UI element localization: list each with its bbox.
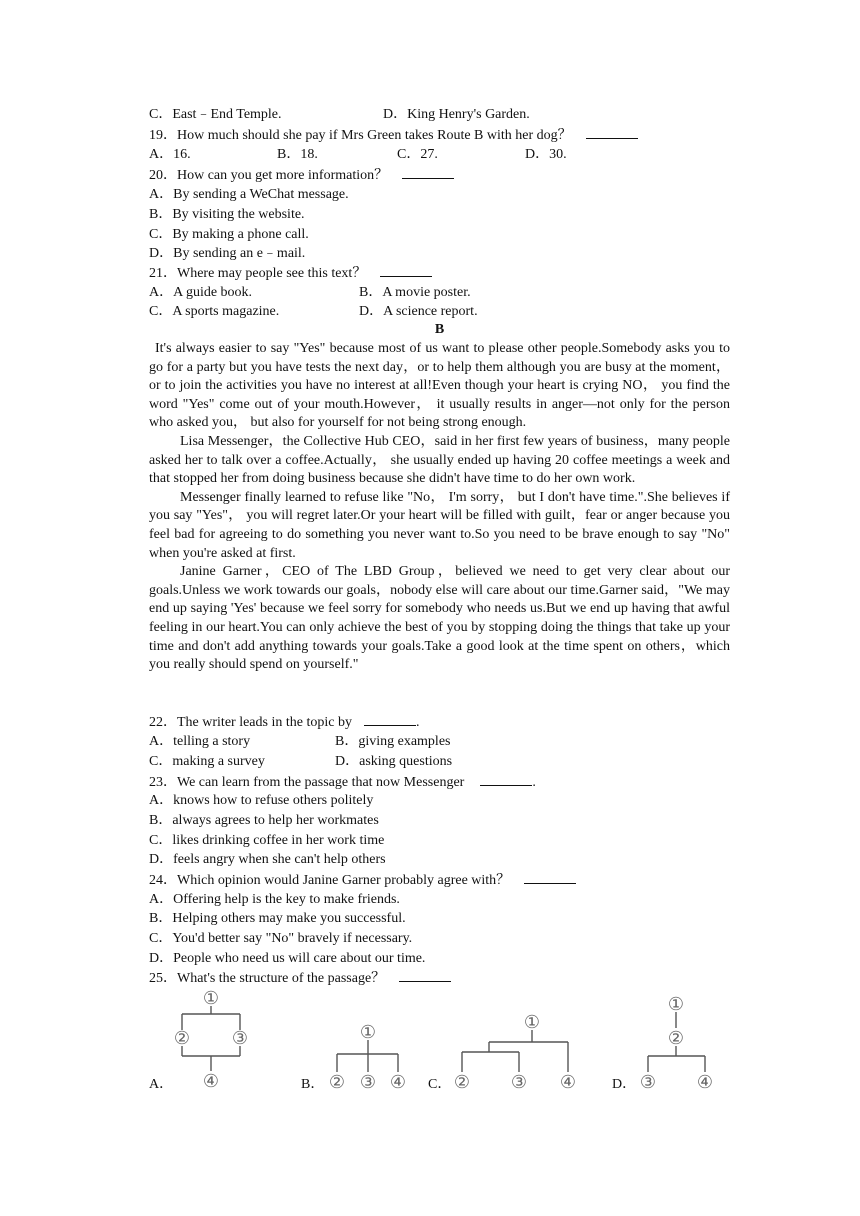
q21-option-b: B．A movie poster. xyxy=(359,285,471,300)
node-1: ① xyxy=(202,988,220,1009)
q18-option-d: D．King Henry's Garden. xyxy=(383,107,530,122)
node-2: ② xyxy=(328,1072,346,1092)
answer-blank[interactable] xyxy=(524,871,576,884)
node-4: ④ xyxy=(202,1071,220,1092)
q24-option-a: A．Offering help is the key to make friends. xyxy=(149,892,400,907)
answer-blank[interactable] xyxy=(480,773,532,786)
q24-stem: 24．Which opinion would Janine Garner probably agree with？ xyxy=(149,871,576,890)
node-3: ③ xyxy=(231,1028,249,1049)
structure-diagram-b xyxy=(326,1020,412,1092)
answer-blank[interactable] xyxy=(586,126,638,139)
node-4: ④ xyxy=(389,1072,407,1092)
q24-option-d: D．People who need us will care about our time. xyxy=(149,951,426,966)
node-3: ③ xyxy=(359,1072,377,1092)
q21-option-c: C．A sports magazine. xyxy=(149,304,280,319)
structure-diagram-a xyxy=(166,986,256,1092)
q21-option-d: D．A science report. xyxy=(359,304,478,319)
node-2: ② xyxy=(667,1028,685,1049)
node-4: ④ xyxy=(696,1072,714,1092)
q22-option-c: C．making a survey xyxy=(149,754,265,769)
q23-option-a: A．knows how to refuse others politely xyxy=(149,793,374,808)
q25-option-a: A． xyxy=(149,1077,174,1092)
answer-blank[interactable] xyxy=(380,264,432,277)
structure-diagram-c xyxy=(450,1010,580,1092)
answer-blank[interactable] xyxy=(399,969,451,982)
q25-option-b: B． xyxy=(301,1077,325,1092)
node-1: ① xyxy=(359,1022,377,1043)
q25-option-d: D． xyxy=(612,1077,637,1092)
q23-option-d: D．feels angry when she can't help others xyxy=(149,852,386,867)
section-heading-b: B xyxy=(434,322,445,337)
node-2: ② xyxy=(173,1028,191,1049)
q22-option-b: B．giving examples xyxy=(335,734,451,749)
q22-option-a: A．telling a story xyxy=(149,734,251,749)
passage-paragraph-1: It's always easier to say "Yes" because most of us want to please other people.Somebody asks you to go for a party but you have tests the next day，or to help them although you are busy at the moment， or to join the activities you have no interest at all!Even though your heart is crying NO， you find the word "Yes" come out of your mouth.However， it usually results in anger—not only for the person who asked you， but also for yourself for not being strong enough. xyxy=(149,341,730,431)
q19-option-d: D．30. xyxy=(525,147,567,162)
node-3: ③ xyxy=(639,1072,657,1092)
passage-paragraph-2: Lisa Messenger，the Collective Hub CEO，said in her first few years of business，many people asked her to talk over a coffee.Actually， she usually ended up having 20 coffee meetings a week and that stopped her from doing business because she didn't have time to do her own work. xyxy=(149,433,730,487)
q23-stem: 23．We can learn from the passage that now Messenger . xyxy=(149,775,536,790)
node-1: ① xyxy=(667,994,685,1015)
q19-option-a: A．16. xyxy=(149,147,191,162)
q22-option-d: D．asking questions xyxy=(335,754,453,769)
structure-diagram-d xyxy=(637,992,717,1092)
q23-option-c: C．likes drinking coffee in her work time xyxy=(149,833,385,848)
q22-stem: 22．The writer leads in the topic by . xyxy=(149,715,420,730)
q19-option-c: C．27. xyxy=(397,147,438,162)
q25-option-c: C． xyxy=(428,1077,452,1092)
q23-option-b: B．always agrees to help her workmates xyxy=(149,813,379,828)
q24-option-c: C．You'd better say "No" bravely if necessary. xyxy=(149,931,413,946)
q20-option-b: B．By visiting the website. xyxy=(149,207,305,222)
passage-b xyxy=(149,340,730,675)
q19-stem: 19．How much should she pay if Mrs Green takes Route B with her dog？ xyxy=(149,126,638,145)
node-3: ③ xyxy=(510,1072,528,1092)
q21-option-a: A．A guide book. xyxy=(149,285,253,300)
q24-option-b: B．Helping others may make you successful. xyxy=(149,911,406,926)
answer-blank[interactable] xyxy=(364,713,416,726)
q21-stem: 21．Where may people see this text？ xyxy=(149,264,432,283)
node-1: ① xyxy=(523,1012,541,1033)
q20-option-c: C．By making a phone call. xyxy=(149,227,309,242)
q20-stem: 20．How can you get more information？ xyxy=(149,166,454,185)
q19-option-b: B．18. xyxy=(277,147,318,162)
node-2: ② xyxy=(453,1072,471,1092)
answer-blank[interactable] xyxy=(402,166,454,179)
passage-paragraph-4: Janine Garner，CEO of The LBD Group，believed we need to get very clear about our goals.Unless we work towards our goals，nobody else will care about our time.Garner said，"We may end up saying 'Yes' because we feel sorry for somebody who needs us.But we end up having that awful feeling in our heart.You can only achieve the best of you by stopping doing the things that take up your time and don't add anything towards your goals.Take a good look at the time spent on others，which you really should spend on yourself." xyxy=(149,564,730,673)
passage-paragraph-3: Messenger finally learned to refuse like "No， I'm sorry， but I don't have time.".She believes if you say "Yes"， you will regret later.Or your heart will be filled with guilt，fear or anger because you feel bad for agreeing to do something you never want to.So you need to be brave enough to say "No" when you're asked at first. xyxy=(149,489,730,561)
q20-option-d: D．By sending an e﹣mail. xyxy=(149,246,306,261)
node-4: ④ xyxy=(559,1072,577,1092)
q20-option-a: A．By sending a WeChat message. xyxy=(149,187,349,202)
q18-option-c: C．East﹣End Temple. xyxy=(149,107,282,122)
q25-stem: 25．What's the structure of the passage？ xyxy=(149,969,451,988)
